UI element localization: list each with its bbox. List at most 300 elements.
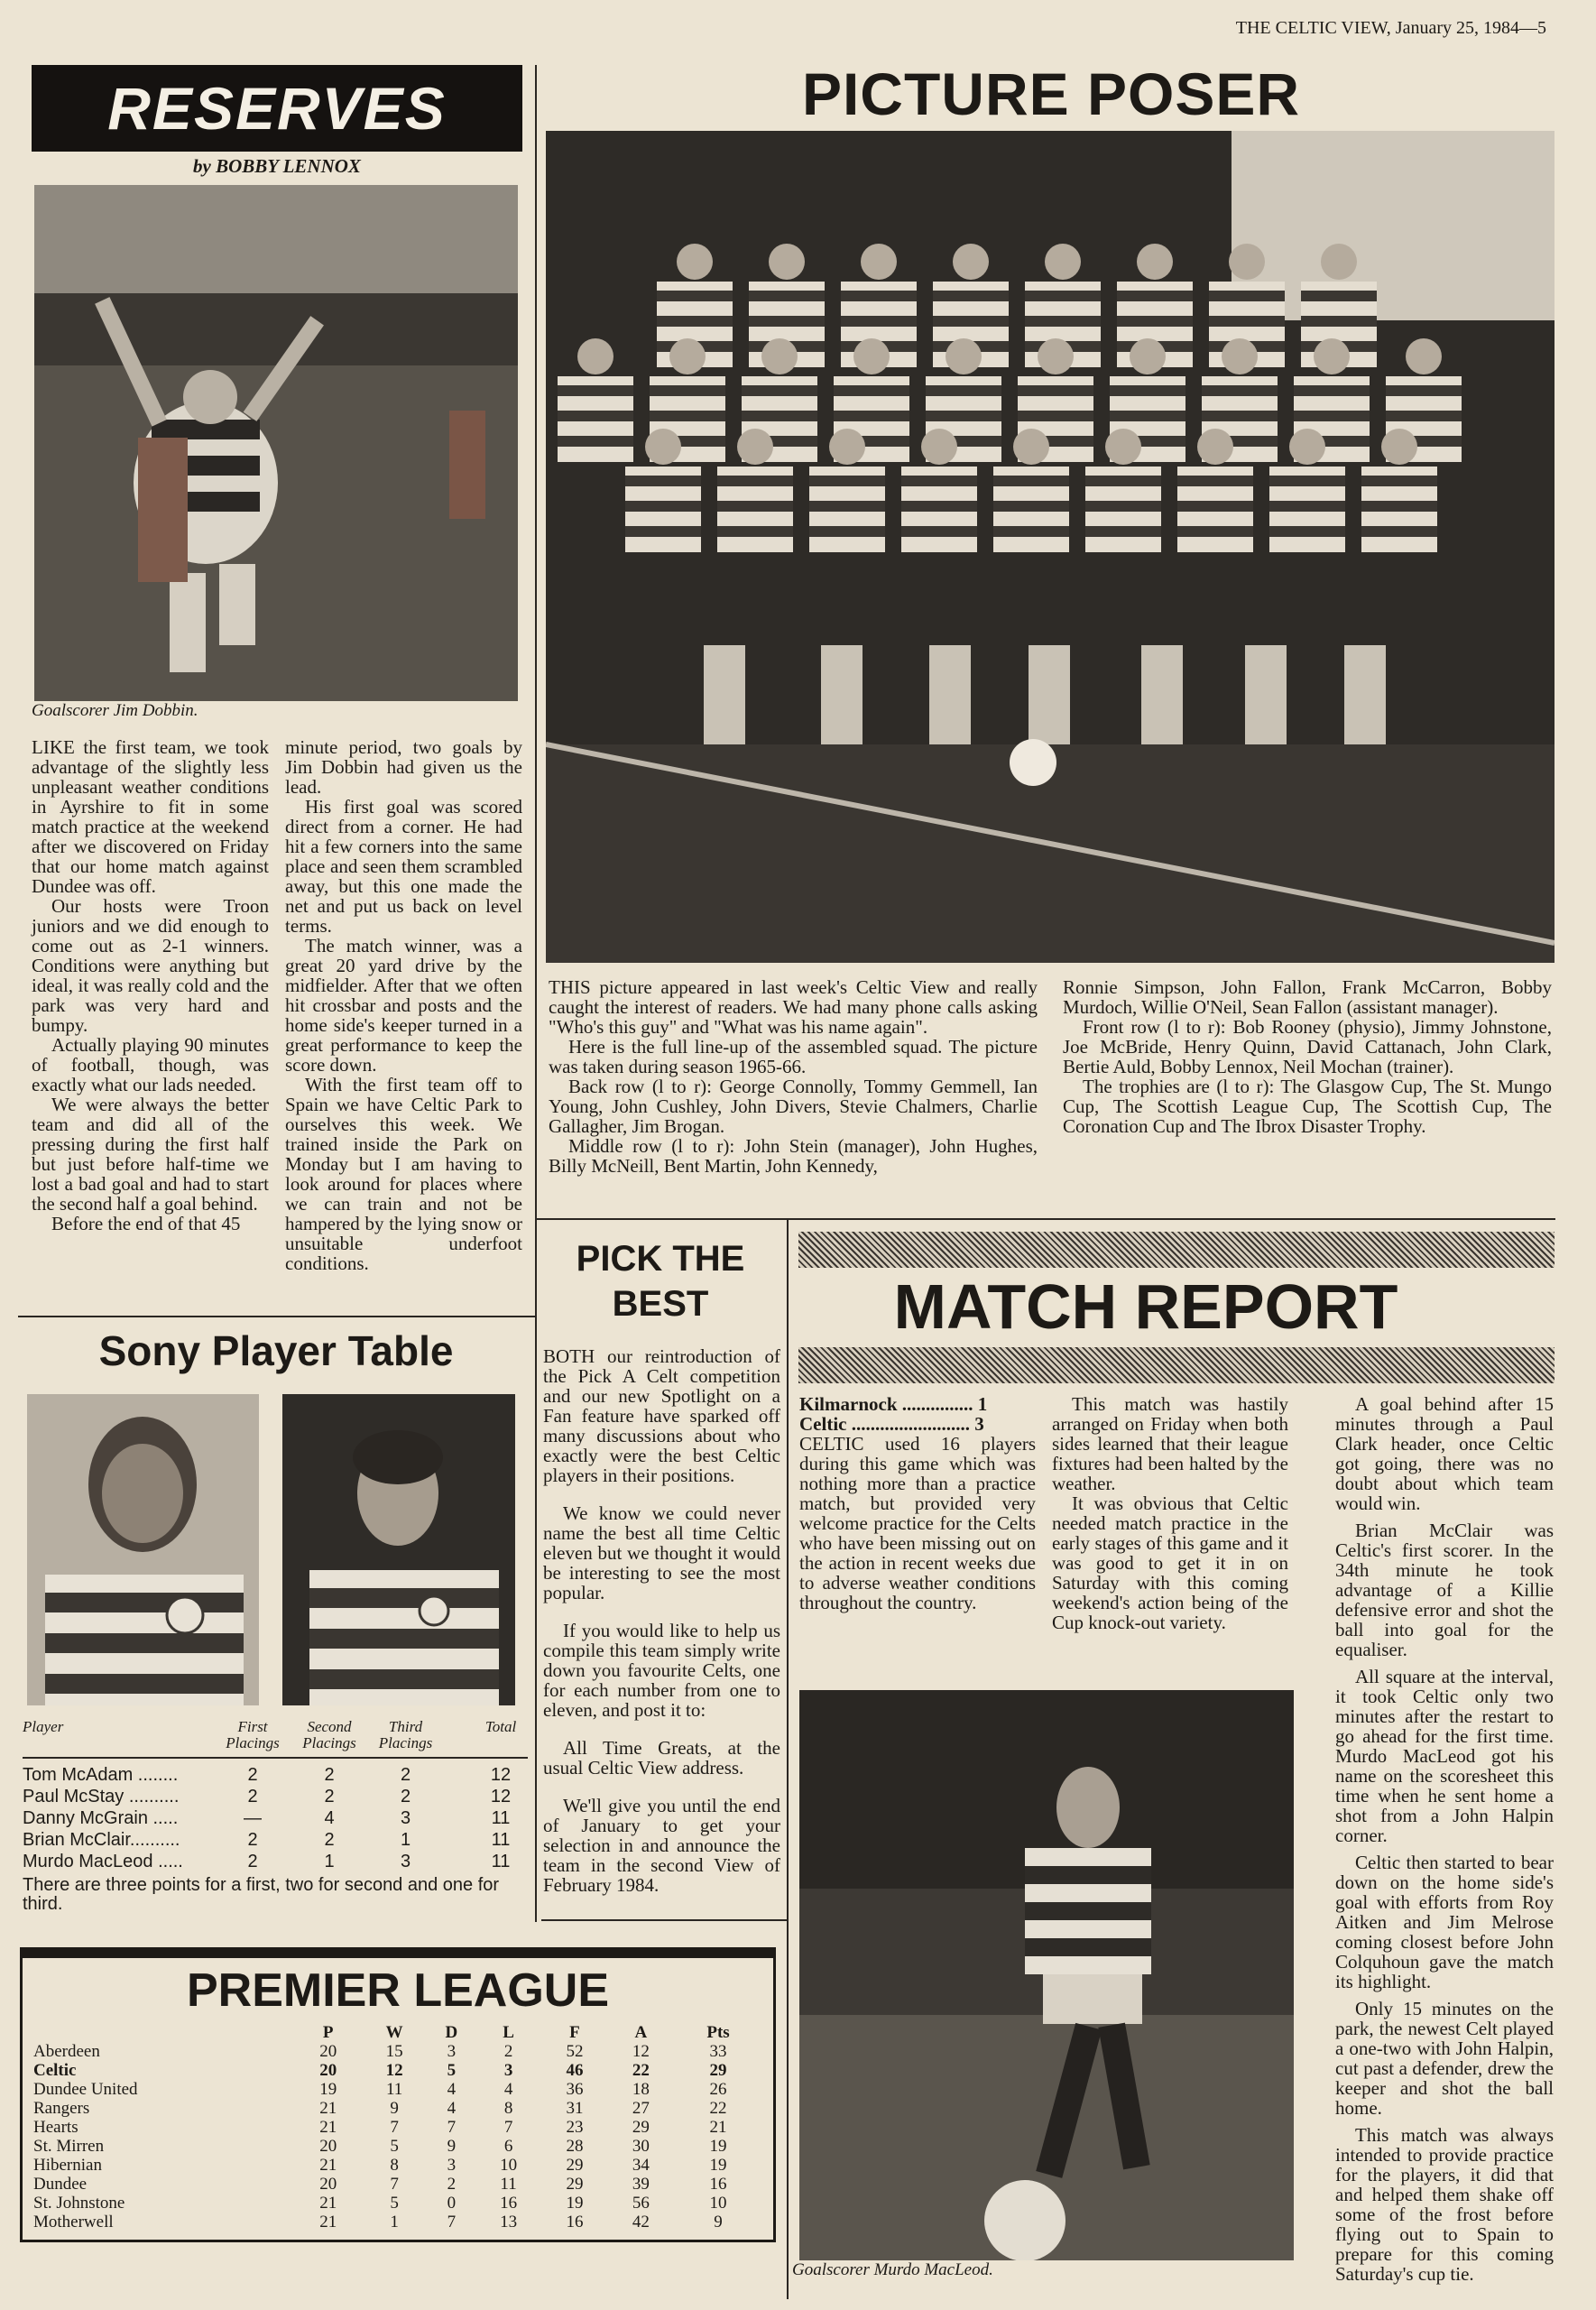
league-cell: 30 [632,2137,650,2156]
league-cell: 12 [385,2061,403,2080]
league-cell: 29 [566,2175,584,2194]
squad-player-head [1321,244,1357,280]
squad-shirt-hoop [625,501,701,512]
squad-shirt-hoop [1361,476,1437,486]
league-cell: 8 [503,2099,513,2118]
sony-row [23,1807,528,1829]
league-cell: 5 [390,2194,399,2213]
squad-player-head [1045,244,1081,280]
picture-poser-title: PICTURE POSER [801,60,1301,127]
league-cell: 22 [709,2099,727,2118]
poser-p3: Back row (l to r): George Connolly, Tommy Gemmell, Ian Young, John Cushley, John Divers, Stevie Chalmers, Charlie Gallagher, Jim Brogan. [549,1076,1038,1137]
league-cell: 29 [709,2061,727,2080]
league-cell: 0 [447,2194,457,2213]
sony-row [23,1764,528,1786]
murdo-macleod-photo-art [799,1690,1294,2260]
pick-title [541,1236,780,1326]
league-row [33,2061,762,2080]
sony-cell: 2 [247,1765,258,1785]
sony-row [23,1829,528,1851]
pick-p1: BOTH our reintroduction of the Pick A Celt competition and our new Spotlight on a Fan feature have sparked off many discussions about who exactly were the best Celtic players in their positions. [543,1345,780,1486]
squad-shirt-hoop [717,501,793,512]
sony-cell: 11 [491,1808,511,1828]
sony-cell: 1 [324,1852,335,1871]
reserves-p6: minute period, two goals by Jim Dobbin had given us the lead. [285,736,522,798]
sony-player-name: Tom McAdam ........ [23,1765,179,1785]
league-cell: 46 [566,2061,584,2080]
squad-player-head [1229,244,1265,280]
squad-shirt-hoop [1361,501,1437,512]
poser-p1: THIS picture appeared in last week's Celtic View and really caught the interest of readers. We had many phone calls asking "Who's this guy" and "What was his name again". [549,976,1038,1038]
squad-shirt-hoop [1202,411,1278,421]
sony-cell: 1 [400,1830,411,1850]
squad-shirt-hoop [1301,316,1377,327]
sony-header-total: Total [484,1718,517,1735]
squad-shirt-hoop [1110,385,1185,396]
squad-shirt-hoop [1177,501,1253,512]
league-cell: 20 [319,2137,337,2156]
league-cell: 16 [500,2194,518,2213]
sony-table [23,1717,528,1914]
squad-player-head [577,338,613,374]
reserves-byline: by BOBBY LENNOX [193,155,361,177]
league-cell: 7 [447,2213,457,2231]
match-p3: It was obvious that Celtic needed match practice in the early stages of this game and it was good to get it in on Saturday with this coming weekend's action being of the Cup knock-out variety. [1052,1492,1288,1633]
league-cell: 21 [319,2099,337,2118]
squad-shirt-hoop [1209,316,1285,327]
sony-player-name: Murdo MacLeod ..... [23,1852,183,1871]
sony-cell: 11 [491,1830,511,1850]
squad-player-head [761,338,798,374]
league-cell: 6 [503,2137,513,2156]
squad-shirt-hoop [993,501,1069,512]
squad-shirt-hoop [834,411,909,421]
mcadam-portrait-art [27,1394,259,1705]
squad-shirt-hoop [933,316,1009,327]
squad-shirt-hoop [841,316,917,327]
squad-shirt-hoop [558,411,633,421]
match-p2: This match was hastily arranged on Friday when both sides learned that their league fixtures had been halted by the weather. [1052,1393,1288,1494]
league-cell: 5 [390,2137,399,2156]
league-header-cell: P [322,2023,334,2042]
trophy [1141,645,1183,744]
poser-p7: The trophies are (l to r): The Glasgow Cup, The St. Mungo Cup, The Scottish League Cup, The Scottish Cup, The Coronation Cup and The Ibrox Disaster Trophy. [1063,1076,1552,1137]
league-header-cell: F [569,2023,580,2042]
sony-cell: 2 [400,1787,411,1806]
squad-shirt-hoop [749,291,825,301]
squad-shirt-hoop [1085,526,1161,537]
sony-player-name: Danny McGrain ..... [23,1808,179,1828]
league-cell: 8 [390,2156,399,2175]
league-cell: 9 [447,2137,457,2156]
sony-cell: 2 [247,1787,258,1806]
jim-dobbin-caption: Goalscorer Jim Dobbin. [32,701,198,720]
pick-p2: We know we could never name the best all time Celtic eleven but we thought it would be interesting to see the most popular. [543,1502,780,1603]
sony-header-third: Third Placings [378,1718,433,1751]
reserves-p3: Actually playing 90 minutes of football, though, was exactly what our lads needed. [32,1034,269,1095]
squad-shirt-hoop [1117,291,1193,301]
league-cell: 56 [632,2194,650,2213]
sony-cell: 2 [400,1765,411,1785]
reserves-p7: His first goal was scored direct from a corner. He had hit a few corners into the same place and seen them scrambled away, but this one made the net and put us back on level terms. [285,796,522,937]
squad-shirt-hoop [650,411,725,421]
squad-shirt-hoop [993,526,1069,537]
trophy [1245,645,1287,744]
league-team-name: Rangers [33,2099,90,2118]
league-cell: 21 [319,2156,337,2175]
squad-shirt-hoop [650,385,725,396]
league-cell: 11 [500,2175,517,2194]
league-team-name: Hibernian [33,2156,102,2175]
match-p4: A goal behind after 15 minutes through a Paul Clark header, once Celtic got going, there was no doubt about which team would win. [1335,1393,1554,1514]
sony-cell: 3 [400,1852,411,1871]
rule-poser-bottom [536,1218,1555,1220]
squad-shirt-hoop [657,316,733,327]
squad-shirt-hoop [558,436,633,447]
squad-shirt-hoop [1177,526,1253,537]
trophy [704,645,745,744]
reserves-p5: Before the end of that 45 [51,1213,241,1234]
league-cell: 19 [709,2156,727,2175]
poser-p4: Middle row (l to r): John Stein (manager), John Hughes, Billy McNeill, Bent Martin, John Kennedy, [549,1135,1038,1177]
league-cell: 21 [709,2118,727,2137]
trophy [929,645,971,744]
league-cell: 7 [447,2118,457,2137]
squad-player-head [1314,338,1350,374]
pick-p4: All Time Greats, at the usual Celtic View address. [543,1737,780,1779]
trophy [1029,645,1070,744]
sony-player-name: Paul McStay .......... [23,1787,180,1806]
match-p6: All square at the interval, it took Celtic only two minutes after the restart to go ahead for the first time. Murdo MacLeod got his name on the scoresheet this time when he sent home a shot from a John Halpin corner. [1335,1666,1554,1846]
reserves-title: RESERVES [107,75,447,142]
league-row [33,2194,762,2213]
league-team-name: Dundee United [33,2080,138,2099]
league-cell: 52 [566,2042,584,2061]
poser-p2: Here is the full line-up of the assembled squad. The picture was taken during season 1965-66. [549,1036,1038,1077]
squad-shirt-hoop [1110,411,1185,421]
murdo-macleod-photo [799,1690,1294,2260]
league-cell: 31 [566,2099,584,2118]
league-row [33,2137,762,2156]
squad-player-head [1038,338,1074,374]
league-cell: 9 [714,2213,723,2231]
squad-shirt-hoop [841,291,917,301]
pick-p5: We'll give you until the end of January to get your selection in and announce the team in the second View of February 1984. [543,1795,780,1896]
match-p5: Brian McClair was Celtic's first scorer. In the 34th minute he took advantage of a Killie defensive error and shot the ball into goal for the equaliser. [1335,1520,1554,1660]
squad-shirt-hoop [1294,411,1370,421]
squad-shirt-hoop [1025,291,1101,301]
league-cell: 19 [709,2137,727,2156]
sony-header-first: First Placings [226,1718,280,1751]
squad-shirt-hoop [1018,411,1093,421]
league-cell: 20 [319,2061,337,2080]
league-cell: 2 [447,2175,457,2194]
reserves-p2: Our hosts were Troon juniors and we did enough to come out as 2-1 winners. Conditions were anything but ideal, it was really cold and the park was very hard and bumpy. [32,895,269,1036]
squad-shirt-hoop [1269,476,1345,486]
sony-header-player: Player [23,1718,64,1735]
squad-shirt-hoop [926,411,1001,421]
sony-cell: — [244,1808,262,1828]
league-box [20,1947,776,2242]
squad-shirt-hoop [926,385,1001,396]
league-cell: 12 [632,2042,650,2061]
poser-column-1 [549,977,1038,1176]
squad-player-head [861,244,897,280]
league-cell: 22 [632,2061,650,2080]
league-cell: 4 [447,2099,457,2118]
murdo-macleod-caption: Goalscorer Murdo MacLeod. [792,2260,993,2279]
squad-shirt-hoop [1202,385,1278,396]
league-row [33,2099,762,2118]
pick-title-line2: BEST [612,1284,709,1324]
squad-shirt-hoop [1085,501,1161,512]
squad-shirt-hoop [933,291,1009,301]
sony-note: There are three points for a first, two for second and one for third. [23,1875,500,1914]
league-cell: 2 [503,2042,513,2061]
squad-shirt-hoop [1386,411,1462,421]
sony-header-rule [23,1757,528,1759]
football [1010,739,1056,786]
league-team-name: Dundee [33,2175,88,2194]
league-cell: 29 [632,2118,650,2137]
match-p1: CELTIC used 16 players during this game which was nothing more than a practice match, but provided very welcome practice for the Celts who have been missing out on the action in recent weeks due to adverse weather conditions throughout the country. [799,1433,1036,1613]
squad-shirt-hoop [657,291,733,301]
trophy [1344,645,1386,744]
squad-shirt-hoop [1301,291,1377,301]
league-row [33,2156,762,2175]
squad-player-head [1289,429,1325,465]
league-cell: 29 [566,2156,584,2175]
league-cell: 20 [319,2175,337,2194]
sony-row [23,1851,528,1872]
league-cell: 1 [390,2213,399,2231]
squad-player-head [1105,429,1141,465]
squad-shirt-hoop [742,385,817,396]
league-cell: 7 [503,2118,513,2137]
sony-cell: 3 [400,1808,411,1828]
squad-shirt-hoop [1209,291,1285,301]
rule-left [535,65,537,1922]
squad-shirt-hoop [901,476,977,486]
match-hatch-bottom [798,1347,1554,1383]
squad-shirt-hoop [742,411,817,421]
jim-dobbin-photo-art [34,185,518,701]
mcstay-portrait-art [282,1394,515,1705]
pick-body [543,1346,780,1895]
match-report-title: MATCH REPORT [893,1271,1398,1342]
mcadam-portrait [27,1394,259,1705]
league-table [33,2023,762,2231]
sony-cell: 2 [324,1765,335,1785]
team-photo [546,131,1554,963]
league-cell: 28 [566,2137,584,2156]
squad-player-head [946,338,982,374]
squad-shirt-hoop [1386,385,1462,396]
squad-shirt-hoop [809,526,885,537]
league-team-name: Motherwell [33,2213,114,2231]
squad-player-head [669,338,706,374]
league-cell: 3 [503,2061,513,2080]
squad-shirt-hoop [1361,526,1437,537]
squad-player-head [677,244,713,280]
league-header-row [33,2023,762,2042]
team-photo-art [546,131,1554,963]
league-header-cell: A [634,2023,648,2042]
league-header-cell: Pts [706,2023,730,2042]
league-cell: 7 [390,2118,399,2137]
squad-shirt-hoop [625,526,701,537]
score-celtic: Celtic ......................... 3 [799,1413,984,1435]
league-row [33,2213,762,2231]
squad-shirt-hoop [901,526,977,537]
squad-shirt-hoop [558,385,633,396]
squad-shirt-hoop [1085,476,1161,486]
poser-column-2 [1063,977,1552,1136]
sony-cell: 2 [247,1830,258,1850]
league-title: PREMIER LEAGUE [186,1964,610,2017]
squad-player-head [1381,429,1417,465]
trophy [821,645,863,744]
league-row [33,2118,762,2137]
league-cell: 4 [447,2080,457,2099]
league-cell: 13 [500,2213,518,2231]
squad-player-head [1406,338,1442,374]
league-header-blank [33,2023,295,2042]
squad-shirt-hoop [809,501,885,512]
league-cell: 9 [390,2099,399,2118]
league-team-name: Celtic [33,2061,77,2080]
squad-shirt-hoop [1269,501,1345,512]
squad-player-head [1137,244,1173,280]
sony-cell: 2 [247,1852,258,1871]
league-cell: 3 [447,2042,457,2061]
squad-shirt-hoop [717,526,793,537]
squad-shirt-hoop [901,501,977,512]
squad-player-head [1130,338,1166,374]
league-cell: 7 [390,2175,399,2194]
league-cell: 16 [709,2175,727,2194]
pick-bottom-rule [541,1919,787,1921]
reserves-p8: The match winner, was a great 20 yard drive by the midfielder. After that we often hit crossbar and posts and the home side's keeper turned in a great performance to keep the score down. [285,935,522,1076]
squad-shirt-hoop [1018,385,1093,396]
squad-player-head [829,429,865,465]
league-team-name: St. Mirren [33,2137,105,2156]
sony-cell: 12 [490,1765,512,1785]
squad-player-head [769,244,805,280]
reserves-title-bar [32,65,522,152]
league-team-name: Aberdeen [33,2042,100,2061]
league-row [33,2080,762,2099]
league-cell: 34 [632,2156,650,2175]
league-cell: 15 [385,2042,403,2061]
league-cell: 36 [566,2080,584,2099]
poser-p6: Front row (l to r): Bob Rooney (physio), Jimmy Johnstone, Joe McBride, Henry Quinn, David Cattanach, John Clark, Bertie Auld, Bobby Lennox, Neil Mochan (trainer). [1063,1016,1552,1077]
squad-player-head [953,244,989,280]
sony-cell: 12 [490,1787,512,1806]
league-cell: 11 [385,2080,403,2099]
sony-cell: 4 [324,1808,335,1828]
match-p8: Only 15 minutes on the park, the newest Celt played a one-two with John Halpin, cut past a defender, drew the keeper and shot the ball home. [1335,1998,1554,2119]
rule-pick-right [787,1220,789,2299]
squad-player-head [853,338,890,374]
league-cell: 10 [500,2156,518,2175]
league-cell: 4 [503,2080,513,2099]
league-cell: 16 [566,2213,584,2231]
league-cell: 5 [447,2061,457,2080]
mcstay-portrait [282,1394,515,1705]
league-cell: 18 [632,2080,650,2099]
league-cell: 33 [709,2042,727,2061]
league-header-cell: D [445,2023,458,2042]
reserves-p9: With the first team off to Spain we have Celtic Park to ourselves this week. We trained inside the Park on Monday but I am having to look around for places where we can train and not be hampered by the lying snow or unsuitable underfoot conditions. [285,1074,522,1274]
squad-shirt-hoop [993,476,1069,486]
squad-shirt-hoop [749,316,825,327]
squad-player-head [737,429,773,465]
league-row [33,2175,762,2194]
match-column-3 [1335,1394,1554,2284]
league-team-name: St. Johnstone [33,2194,125,2213]
league-header-cell: L [503,2023,514,2042]
league-cell: 19 [566,2194,584,2213]
squad-player-head [921,429,957,465]
league-cell: 21 [319,2213,337,2231]
squad-player-head [1013,429,1049,465]
squad-shirt-hoop [1117,316,1193,327]
match-column-2 [1052,1394,1288,1632]
squad-shirt-hoop [1177,476,1253,486]
reserves-p1: LIKE the first team, we took advantage of the slightly less unpleasant weather conditions in Ayrshire to fit in some match practice at the weekend after we discovered on Friday that our home match against Dundee was off. [32,736,269,897]
squad-shirt-hoop [1294,385,1370,396]
league-cell: 20 [319,2042,337,2061]
league-cell: 19 [319,2080,337,2099]
league-header-cell: W [385,2023,403,2042]
league-cell: 3 [447,2156,457,2175]
match-p7: Celtic then started to bear down on the home side's goal with efforts from Roy Aitken and Jim Melrose coming closest before John Colquhoun gave the match its highlight. [1335,1852,1554,1992]
pick-title-line1: PICK THE [576,1239,745,1279]
league-cell: 26 [709,2080,727,2099]
reserves-column-2 [285,737,522,1273]
match-p9: This match was always intended to provide practice for the players, it did that and helped them shake off some of the frost before flying out to Spain to prepare for this coming Saturday's cup tie. [1335,2124,1554,2285]
squad-shirt-hoop [834,385,909,396]
squad-shirt-hoop [809,476,885,486]
match-hatch-top [798,1232,1554,1268]
masthead: THE CELTIC VIEW, January 25, 1984—5 [1235,18,1546,38]
score-kilmarnock: Kilmarnock ............... 1 [799,1393,988,1415]
league-cell: 27 [632,2099,650,2118]
sony-header-second: Second Placings [302,1718,356,1751]
sony-player-name: Brian McClair.......... [23,1830,180,1850]
sony-cell: 2 [324,1787,335,1806]
squad-shirt-hoop [1269,526,1345,537]
league-cell: 21 [319,2118,337,2137]
jim-dobbin-photo [34,185,518,701]
squad-shirt-hoop [717,476,793,486]
squad-shirt-hoop [1025,316,1101,327]
reserves-p4: We were always the better team and did all of the pressing during the first half but just before half-time we lost a bad goal and had to start the second half a goal behind. [32,1094,269,1215]
poser-p5: Ronnie Simpson, John Fallon, Frank McCarron, Bobby Murdoch, Willie O'Neil, Sean Fallon (assistant manager). [1063,976,1552,1018]
sony-title: Sony Player Table [98,1327,454,1374]
match-column-1 [799,1394,1036,1612]
squad-player-head [1222,338,1258,374]
squad-shirt-hoop [625,476,701,486]
league-team-name: Hearts [33,2118,78,2137]
league-cell: 42 [632,2213,650,2231]
league-cell: 39 [632,2175,650,2194]
league-row [33,2042,762,2061]
league-cell: 21 [319,2194,337,2213]
league-cell: 23 [566,2118,584,2137]
league-cell: 10 [709,2194,727,2213]
